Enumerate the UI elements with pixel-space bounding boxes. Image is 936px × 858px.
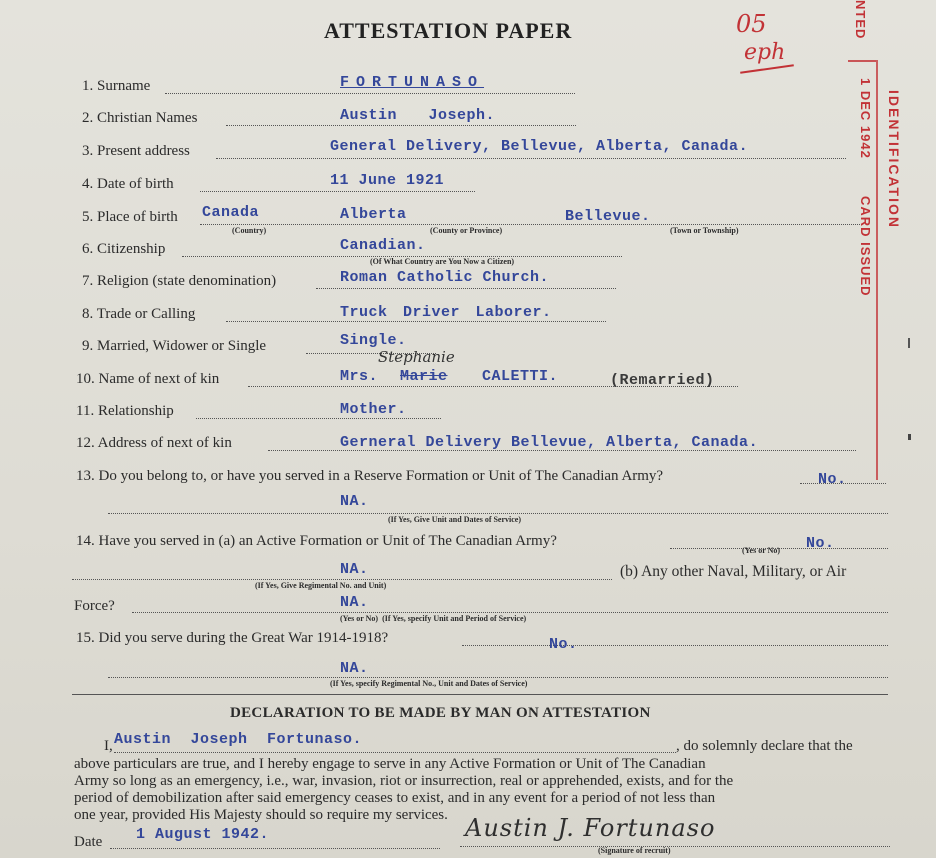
date-label: Date xyxy=(74,834,103,850)
edge-mark xyxy=(908,338,910,348)
q14-force-caption: (Yes or No) (If Yes, specify Unit and Period of Service) xyxy=(340,614,527,623)
field-christian-names-line xyxy=(226,125,576,126)
field-relationship-line xyxy=(196,418,441,419)
section-divider xyxy=(72,694,888,695)
q14-question: 14. Have you served in (a) an Active Formation or Unit of The Canadian Army? xyxy=(76,533,557,549)
field-surname-value: FORTUNASO xyxy=(340,74,485,91)
q14-force-answer: NA. xyxy=(340,594,369,611)
field-relationship-label: 11. Relationship xyxy=(76,403,174,419)
q14-detail-caption: (If Yes, Give Regimental No. and Unit) xyxy=(255,581,387,590)
stamp-top-line xyxy=(848,60,876,62)
q13-answer: No. xyxy=(818,471,847,488)
field-dob-line xyxy=(200,191,475,192)
edge-mark xyxy=(908,434,911,440)
declaration-prefix: I, xyxy=(104,738,113,754)
field-religion-label: 7. Religion (state denomination) xyxy=(82,273,277,289)
field-pob-province: Alberta xyxy=(340,206,407,223)
date-line xyxy=(110,848,440,849)
field-trade-value: Truck Driver Laborer. xyxy=(340,304,552,321)
stamp-line-card-issued: CARD ISSUED xyxy=(858,196,873,297)
declaration-name-line xyxy=(114,752,676,753)
field-religion-value: Roman Catholic Church. xyxy=(340,269,550,286)
q15-caption: (If Yes, specify Regimental No., Unit and Dates of Service) xyxy=(330,679,528,688)
field-nok-note: (Remarried) xyxy=(610,372,715,389)
field-surname-label: 1. Surname xyxy=(82,78,151,94)
field-dob-value: 11 June 1921 xyxy=(330,172,445,189)
field-nok-address-label: 12. Address of next of kin xyxy=(76,435,232,451)
declaration-line3: Army so long as an emergency, i.e., war, invasion, riot or insurrection, real or apprehended, exists, and for the xyxy=(74,773,734,789)
field-surname-line xyxy=(165,93,575,94)
q15-question: 15. Did you serve during the Great War 1914-1918? xyxy=(76,630,389,646)
q14-force-line xyxy=(132,612,888,613)
q13-question: 13. Do you belong to, or have you served in a Reserve Formation or Unit of The Canadian Army? xyxy=(76,468,664,484)
field-trade-line xyxy=(226,321,606,322)
field-address-label: 3. Present address xyxy=(82,143,190,159)
declaration-name: Austin Joseph Fortunaso. xyxy=(114,731,363,748)
declaration-heading: DECLARATION TO BE MADE BY MAN ON ATTESTATION xyxy=(230,705,651,721)
declaration-line1-end: , do solemnly declare that the xyxy=(676,738,853,754)
field-pob-town: Bellevue. xyxy=(565,208,651,225)
q14-force-label: Force? xyxy=(74,598,115,614)
field-nok-struck: Marie xyxy=(400,368,448,385)
annotation-underline xyxy=(740,64,794,73)
declaration-line4: period of demobilization after said emergency ceases to exist, and in any event for a period of not less than xyxy=(74,790,716,806)
date-value: 1 August 1942. xyxy=(136,826,270,843)
q15-answer-line xyxy=(462,645,888,646)
caption-citizenship: (Of What Country are You Now a Citizen) xyxy=(370,257,515,266)
field-address-value: General Delivery, Bellevue, Alberta, Canada. xyxy=(330,138,749,155)
q13-detail-line xyxy=(108,513,888,514)
field-christian-names-value: Austin Joseph. xyxy=(340,107,496,124)
field-nok-handwritten: Stephanie xyxy=(378,348,455,366)
q15-detail-line xyxy=(108,677,888,678)
signature-caption: (Signature of recruit) xyxy=(598,846,671,855)
document-title: ATTESTATION PAPER xyxy=(324,18,573,43)
field-citizenship-label: 6. Citizenship xyxy=(82,241,166,257)
stamp-line-identification: IDENTIFICATION xyxy=(886,90,902,229)
annotation-number: 05 xyxy=(736,10,767,38)
q14-detail-line xyxy=(72,579,612,580)
field-relationship-value: Mother. xyxy=(340,401,407,418)
field-address-line xyxy=(216,158,846,159)
field-pob-country: Canada xyxy=(202,204,260,221)
declaration-line2: above particulars are true, and I hereby engage to serve in any Active Formation or Unit of The Canadian xyxy=(74,756,706,772)
stamp-border-line xyxy=(876,60,878,480)
q13-caption: (If Yes, Give Unit and Dates of Service) xyxy=(388,515,522,524)
caption-town: (Town or Township) xyxy=(670,226,739,235)
caption-country: (Country) xyxy=(232,226,267,235)
field-citizenship-value: Canadian. xyxy=(340,237,426,254)
field-nok-label: 10. Name of next of kin xyxy=(76,371,220,387)
field-christian-names-label: 2. Christian Names xyxy=(82,110,198,126)
field-marital-label: 9. Married, Widower or Single xyxy=(82,338,267,354)
field-pob-line xyxy=(200,224,860,225)
signature: Austin J. Fortunaso xyxy=(465,814,716,842)
stamp-date: 1 DEC 1942 xyxy=(858,78,873,159)
q14-yes-no-caption: (Yes or No) xyxy=(742,546,781,555)
caption-province: (County or Province) xyxy=(430,226,503,235)
q13-detail: NA. xyxy=(340,493,369,510)
q15-detail: NA. xyxy=(340,660,369,677)
annotation-initials: eph xyxy=(744,40,786,65)
q14-answer: No. xyxy=(806,535,835,552)
field-trade-label: 8. Trade or Calling xyxy=(82,306,196,322)
field-nok-address-value: Gerneral Delivery Bellevue, Alberta, Canada. xyxy=(340,434,759,451)
field-nok-name: CALETTI. xyxy=(482,368,559,385)
q15-answer: No. xyxy=(549,636,578,653)
field-religion-line xyxy=(316,288,616,289)
q14-part-b: (b) Any other Naval, Military, or Air xyxy=(620,563,847,580)
field-dob-label: 4. Date of birth xyxy=(82,176,174,192)
q14-detail: NA. xyxy=(340,561,369,578)
signature-line xyxy=(460,846,890,847)
stamp-fragment: NTED xyxy=(853,0,868,40)
field-pob-label: 5. Place of birth xyxy=(82,209,178,225)
field-nok-prefix: Mrs. xyxy=(340,368,379,385)
field-marital-value: Single. xyxy=(340,332,407,349)
declaration-line5: one year, provided His Majesty should so require my services. xyxy=(74,807,448,823)
